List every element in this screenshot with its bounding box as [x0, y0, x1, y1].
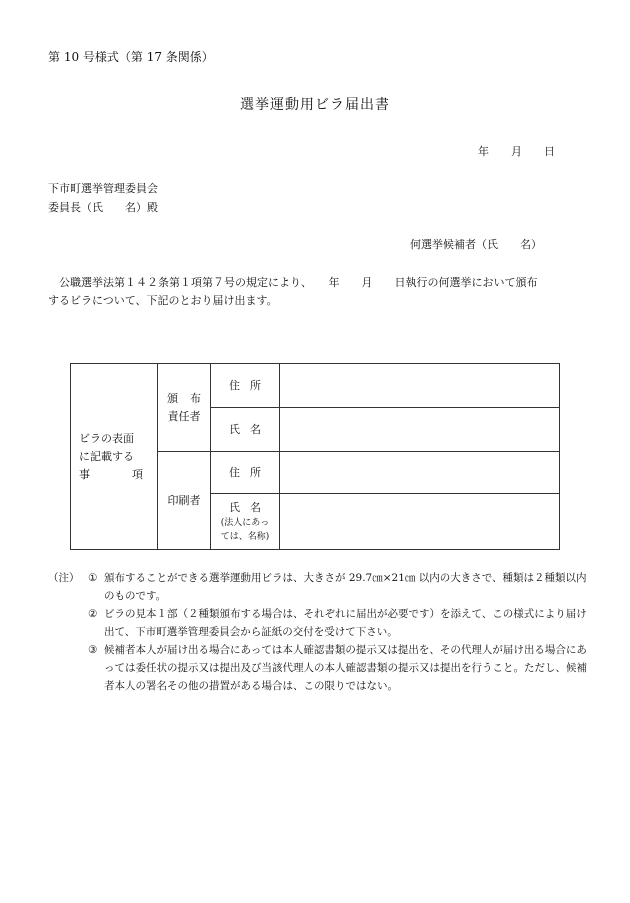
section-label-cell [71, 364, 158, 550]
note-number-1: ① [88, 572, 98, 584]
note-item-1 [48, 569, 588, 605]
printer-address-field[interactable] [280, 452, 560, 494]
note-text-1: 頒布することができる選挙運動用ビラは、大きさが 29.7㎝×21㎝ 以内の大きさで、種類は２種類以内のものです。 [104, 572, 587, 602]
document-title: 選挙運動用ビラ届出書 [240, 97, 390, 113]
responsible-address-label: 住 所 [211, 364, 280, 408]
distribution-responsible-cell: 頒 布 責任者 [158, 364, 211, 452]
date-line: 年 月 日 [478, 145, 555, 158]
body-text-line-1: 公職選挙法第１４２条第１項第７号の規定により、 年 月 日執行の何選挙において頒布 [48, 276, 538, 289]
addressee-committee: 下市町選挙管理委員会 [48, 182, 158, 195]
name-note-line-2: ては、名称) [220, 531, 270, 542]
note-text-2: ビラの見本１部（２種類頒布する場合は、それぞれに届出が必要です）を添えて、この様式により届け出て、下市町選挙管理委員会から証紙の交付を受けて下さい。 [104, 608, 587, 638]
printer-name-label: 氏 名 (法人にあっ ては、名称) [211, 494, 280, 550]
notes-head: （注） [48, 572, 80, 584]
responsible-address-field[interactable] [280, 364, 560, 408]
note-text-3: 候補者本人が届け出る場合にあっては本人確認書類の提示又は提出を、その代理人が届け出る場合にあっては委任状の提示又は提出及び当該代理人の本人確認書類の提示又は提出を行うこと。ただし、候補者本人の署名その他の措置がある場合は、この限りではない。 [104, 644, 587, 692]
section-label-line-3: 事 項 [79, 467, 143, 481]
candidate-line: 何選挙候補者（氏 名） [410, 238, 542, 251]
responsible-name-field[interactable] [280, 408, 560, 452]
printer-name-field[interactable] [280, 494, 560, 550]
body-text-line-2: するビラについて、下記のとおり届け出ます。 [48, 294, 278, 307]
note-item-2 [48, 605, 588, 641]
form-number: 第 10 号様式（第 17 条関係） [48, 50, 214, 64]
note-number-3: ③ [88, 644, 98, 656]
responsible-name-label: 氏 名 [211, 408, 280, 452]
addressee-chair: 委員長（氏 名）殿 [48, 201, 158, 214]
section-label-line-2: に記載する [79, 449, 134, 463]
name-note-line-1: (法人にあっ [220, 517, 270, 528]
info-table [70, 363, 560, 550]
note-number-2: ② [88, 608, 98, 620]
note-item-3 [48, 641, 588, 695]
notes-section [48, 569, 588, 695]
printer-cell: 印刷者 [158, 452, 211, 550]
printer-address-label: 住 所 [211, 452, 280, 494]
section-label-line-1: ビラの表面 [79, 431, 134, 445]
